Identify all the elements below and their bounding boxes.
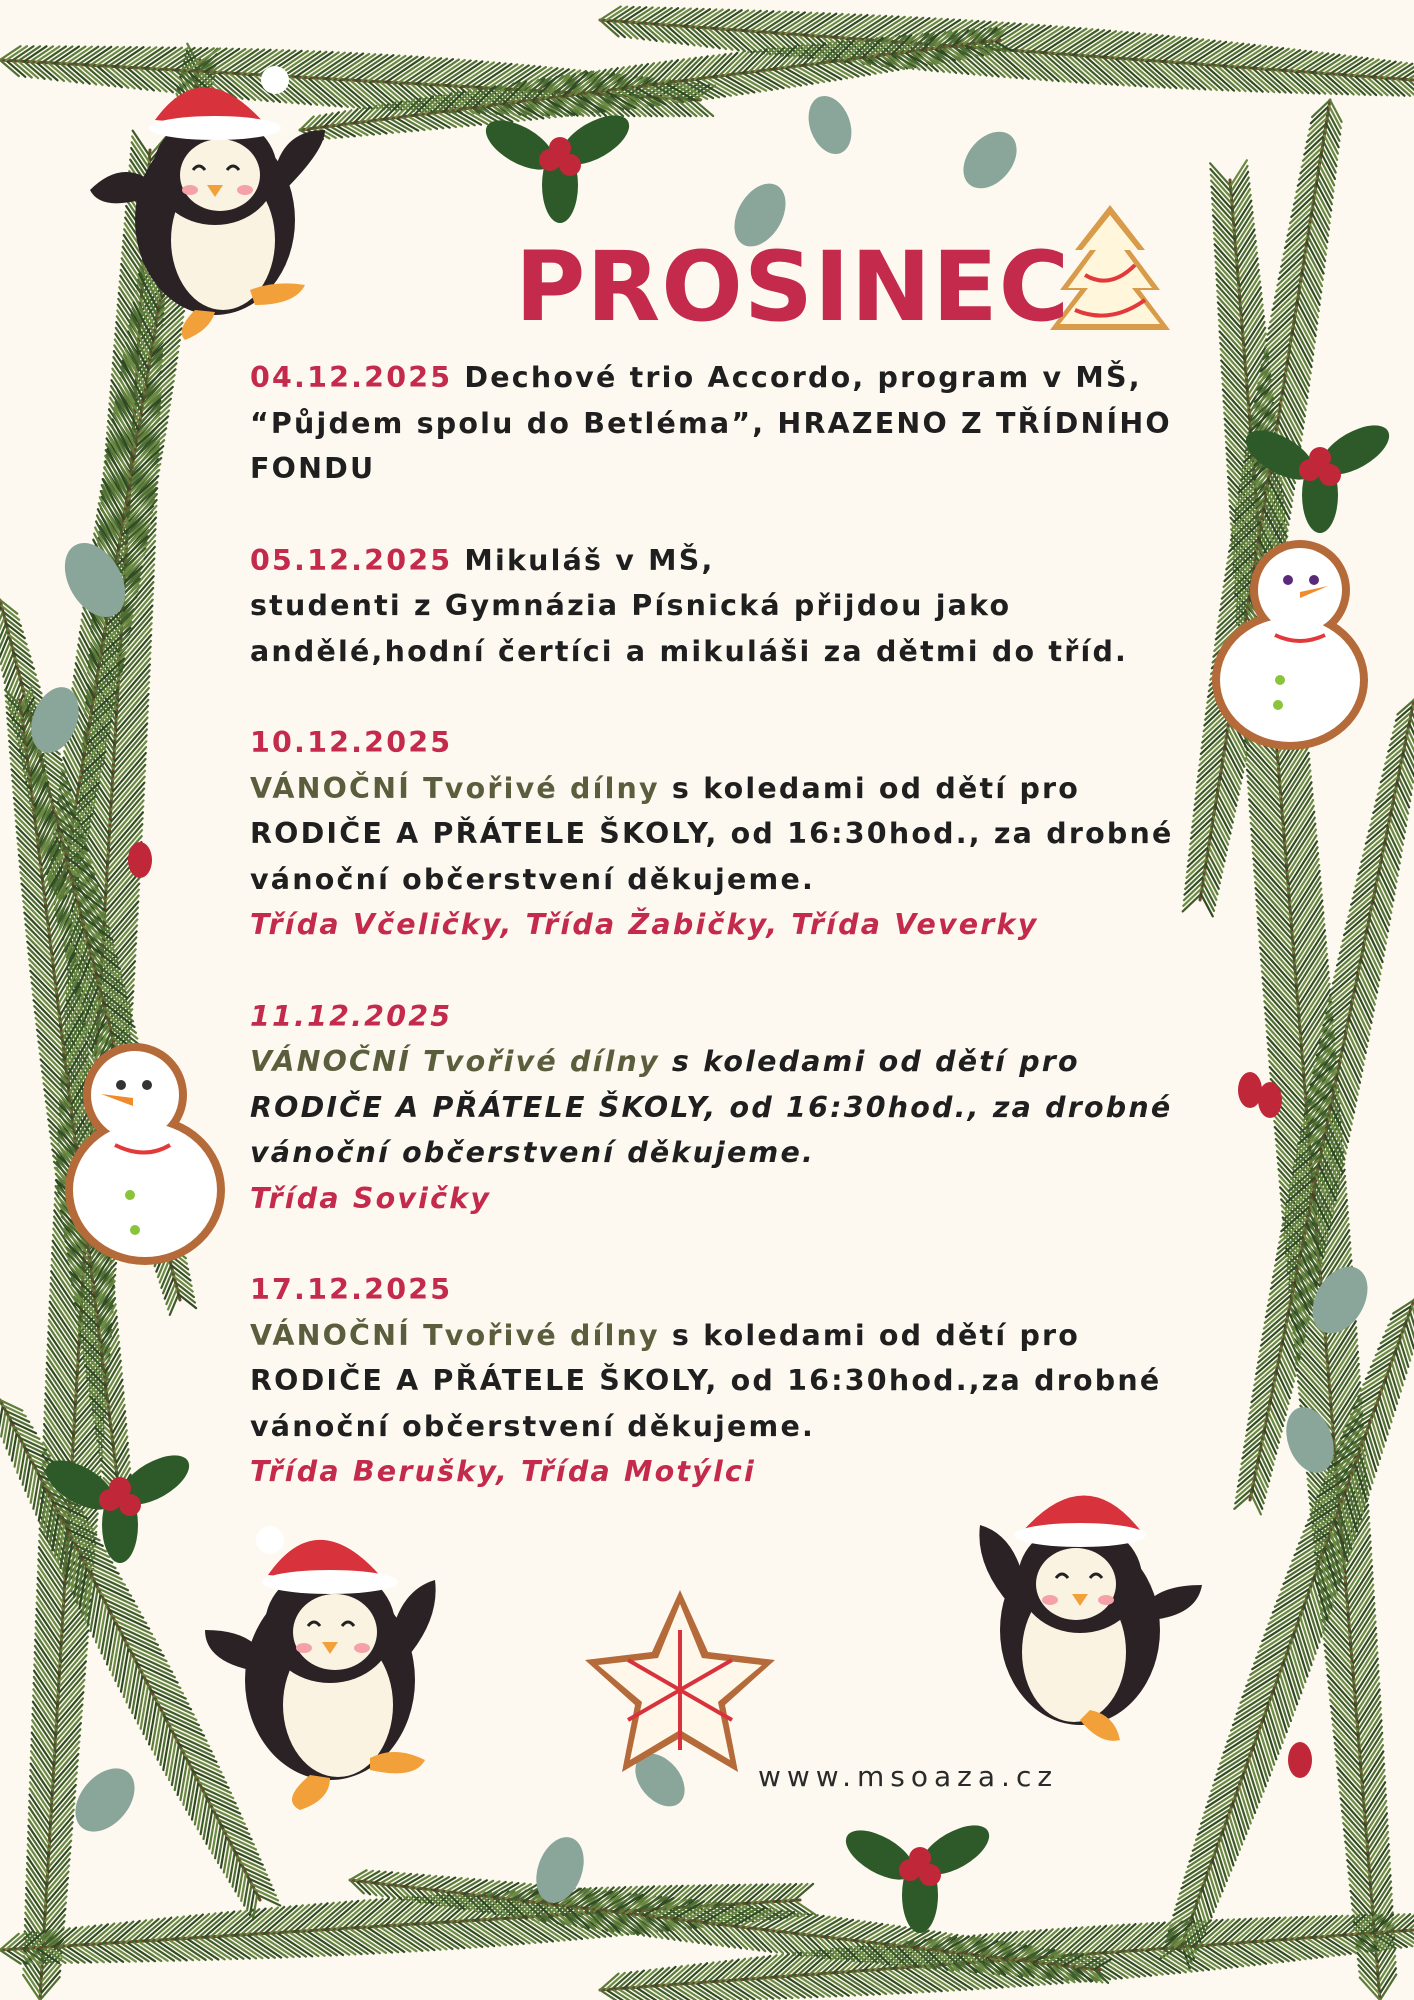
event-line: RODIČE A PŘÁTELE ŠKOLY, od 16:30hod., za drobné: [250, 1090, 1173, 1124]
event-line: [250, 538, 1210, 584]
event-line: “Půjdem spolu do Betléma”, HRAZENO Z TŘÍDNÍHO: [250, 406, 1172, 440]
event-item: [250, 1267, 1210, 1495]
event-line: [250, 355, 1210, 401]
event-classes: Třída Sovičky: [250, 1181, 492, 1215]
event-line: RODIČE A PŘÁTELE ŠKOLY, od 16:30hod.,za drobné: [250, 1364, 1162, 1397]
penguin-top-left-icon: [90, 66, 325, 340]
penguin-bottom-left-icon: [205, 1526, 436, 1810]
event-highlight: VÁNOČNÍ Tvořivé dílny: [250, 1045, 660, 1078]
event-highlight: VÁNOČNÍ Tvořivé dílny: [250, 771, 660, 805]
event-classes: Třída Včeličky, Třída Žabičky, Třída Veverky: [250, 908, 1039, 941]
event-item: [250, 355, 1210, 492]
event-line: andělé,hodní čertíci a mikuláši za dětmi do tříd.: [250, 634, 1129, 668]
event-date: 17.12.2025: [250, 1273, 453, 1306]
event-line: [250, 1039, 1210, 1085]
event-highlight: VÁNOČNÍ Tvořivé dílny: [250, 1318, 660, 1352]
snowman-cookie-left-icon: [65, 1043, 225, 1265]
event-text: Mikuláš v MŠ,: [464, 543, 715, 577]
event-line: RODIČE A PŘÁTELE ŠKOLY, od 16:30hod., za drobné: [250, 817, 1174, 850]
event-date: 10.12.2025: [250, 726, 453, 759]
event-line: vánoční občerstvení děkujeme.: [250, 1409, 816, 1443]
event-date: 11.12.2025: [250, 999, 453, 1033]
snowflake-cookie-icon: [585, 1590, 775, 1772]
events-list: [250, 355, 1210, 1541]
event-line: studenti z Gymnázia Písnická přijdou jako: [250, 589, 1012, 622]
event-line: FONDU: [250, 452, 376, 485]
event-date: 04.12.2025: [250, 361, 453, 394]
event-line: vánoční občerstvení děkujeme.: [250, 1136, 816, 1169]
event-classes: Třída Berušky, Třída Motýlci: [250, 1455, 756, 1488]
event-item: [250, 720, 1210, 948]
event-line: vánoční občerstvení děkujeme.: [250, 862, 816, 896]
event-date: 05.12.2025: [250, 543, 453, 577]
event-text: Dechové trio Accordo, program v MŠ,: [464, 361, 1142, 394]
event-text: s koledami od dětí pro: [659, 771, 1081, 805]
page-title: PROSINEC: [515, 231, 1071, 343]
website-link[interactable]: www.msoaza.cz: [758, 1760, 1059, 1793]
event-text: s koledami od dětí pro: [659, 1045, 1080, 1078]
event-line: [250, 766, 1210, 812]
event-text: s koledami od dětí pro: [659, 1318, 1081, 1352]
event-item: [250, 994, 1210, 1222]
event-line: [250, 1313, 1210, 1359]
event-item: [250, 538, 1210, 675]
